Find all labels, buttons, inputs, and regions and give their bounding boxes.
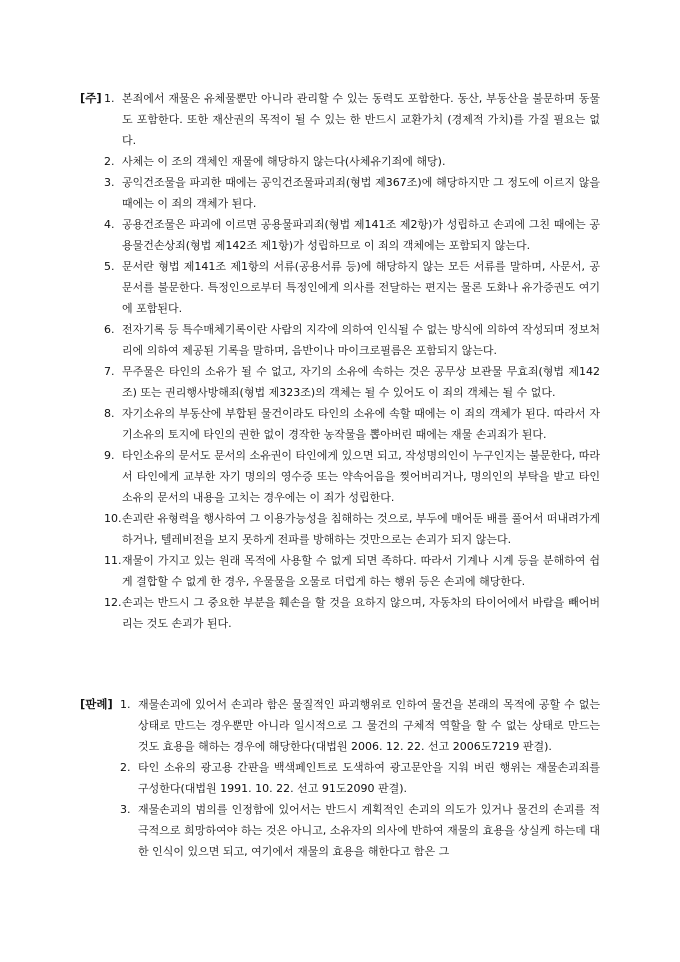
case-label: [판례] [80,697,113,711]
note-item-number: 2. [104,155,115,168]
case-item-number: 2. [120,761,131,774]
note-item-text: 문서란 형법 제141조 제1항의 서류(공용서류 등)에 해당하지 않는 모든 서류를 말하며, 사문서, 공문서를 불문한다. 특정인으로부터 특정인에게 의사를 전달하는 편지는 물론 도화나 유가증권도 여기에 포함된다. [122,260,600,315]
case-item-text: 타인 소유의 광고용 간판을 백색페인트로 도색하여 광고문안을 지워 버린 행위는 재물손괴죄를 구성한다(대법원 1991. 10. 22. 선고 91도2090 판결). [138,761,600,795]
note-item-text: 타인소유의 문서도 문서의 소유권이 타인에게 있으면 되고, 작성명의인이 누구인지는 불문한다, 따라서 타인에게 교부한 자기 명의의 영수증 또는 약속어음을 찢어버리거나, 명의인의 부탁을 받고 타인소유의 문서의 내용을 고치는 경우에는 이 죄가 성립한다. [122,449,600,504]
note-item [80,361,600,403]
note-label: [주] [80,91,102,105]
note-item-number: 4. [104,218,115,231]
note-section [80,88,600,634]
note-item-text: 손괴란 유형력을 행사하여 그 이용가능성을 침해하는 것으로, 부두에 매어둔 배를 풀어서 떠내려가게 하거나, 텔레비전을 보지 못하게 전파를 방해하는 것만으로는 손괴가 되지 않는다. [122,512,600,546]
note-item-number: 8. [104,407,115,420]
case-item-number: 1. [120,698,131,711]
note-item [80,319,600,361]
case-list [80,694,600,862]
note-item-number: 9. [104,449,115,462]
note-item-number: 6. [104,323,115,336]
note-item-number: 3. [104,176,115,189]
note-item [80,508,600,550]
case-item-text: 재물손괴에 있어서 손괴라 함은 물질적인 파괴행위로 인하여 물건을 본래의 목적에 공할 수 없는 상태로 만드는 경우뿐만 아니라 일시적으로 그 물건의 구체적 역할을 할 수 없는 상태로 만드는 것도 효용을 해하는 경우에 해당한다(대법원 2006. 12. 22. 선고 2006도7219 판결). [138,698,600,753]
note-item [80,151,600,172]
case-item [80,799,600,862]
note-item-text: 공익건조물을 파괴한 때에는 공익건조물파괴죄(형법 제367조)에 해당하지만 그 정도에 이르지 않을 때에는 이 죄의 객체가 된다. [122,176,600,210]
note-item [80,256,600,319]
note-item [80,172,600,214]
note-item-text: 손괴는 반드시 그 중요한 부분을 훼손을 할 것을 요하지 않으며, 자동차의 타이어에서 바람을 빼어버리는 것도 손괴가 된다. [122,596,600,630]
note-item-text: 사체는 이 조의 객체인 재물에 해당하지 않는다(사체유기죄에 해당). [122,155,446,168]
case-item-number: 3. [120,803,131,816]
note-item-number: 7. [104,365,115,378]
note-item [80,592,600,634]
case-section [80,694,600,862]
note-item-number: 1. [104,92,115,105]
note-item-number: 11. [104,554,122,567]
note-item [80,88,600,151]
case-item [80,694,600,757]
note-item [80,445,600,508]
case-item-text: 재물손괴의 범의를 인정함에 있어서는 반드시 계획적인 손괴의 의도가 있거나 물건의 손괴를 적극적으로 희망하여야 하는 것은 아니고, 소유자의 의사에 반하여 재물의 효용을 상실케 하는데 대한 인식이 있으면 되고, 여기에서 재물의 효용을 해한다고 함은 그 [138,803,600,858]
note-item-text: 무주물은 타인의 소유가 될 수 없고, 자기의 소유에 속하는 것은 공무상 보관물 무효죄(형법 제142조) 또는 권리행사방해죄(형법 제323조)의 객체는 될 수 있어도 이 죄의 객체는 될 수 없다. [122,365,600,399]
note-item [80,214,600,256]
note-item-number: 10. [104,512,122,525]
note-item [80,403,600,445]
note-item-text: 자기소유의 부동산에 부합된 물건이라도 타인의 소유에 속할 때에는 이 죄의 객체가 된다. 따라서 자기소유의 토지에 타인의 권한 없이 경작한 농작물을 뽑아버린 때에는 재물 손괴죄가 된다. [122,407,600,441]
note-item-text: 본죄에서 재물은 유체물뿐만 아니라 관리할 수 있는 동력도 포함한다. 동산, 부동산을 불문하며 동물도 포함한다. 또한 재산권의 목적이 될 수 있는 한 반드시 교환가치 (경제적 가치)를 가질 필요는 없다. [122,92,600,147]
note-item-text: 공용건조물은 파괴에 이르면 공용물파괴죄(형법 제141조 제2항)가 성립하고 손괴에 그친 때에는 공용물건손상죄(형법 제142조 제1항)가 성립하므로 이 죄의 객체에는 포함되지 않는다. [122,218,600,252]
note-item-text: 전자기록 등 특수매체기록이란 사람의 지각에 의하여 인식될 수 없는 방식에 의하여 작성되며 정보처리에 의하여 제공된 기록을 말하며, 음반이나 마이크로필름은 포함되지 않는다. [122,323,600,357]
note-list [80,88,600,634]
note-item-text: 재물이 가지고 있는 원래 목적에 사용할 수 없게 되면 족하다. 따라서 기계나 시계 등을 분해하여 쉽게 결합할 수 없게 한 경우, 우물물을 오물로 더럽게 하는 행위 등은 손괴에 해당한다. [122,554,600,588]
case-item [80,757,600,799]
note-item-number: 5. [104,260,115,273]
note-item-number: 12. [104,596,122,609]
note-item [80,550,600,592]
